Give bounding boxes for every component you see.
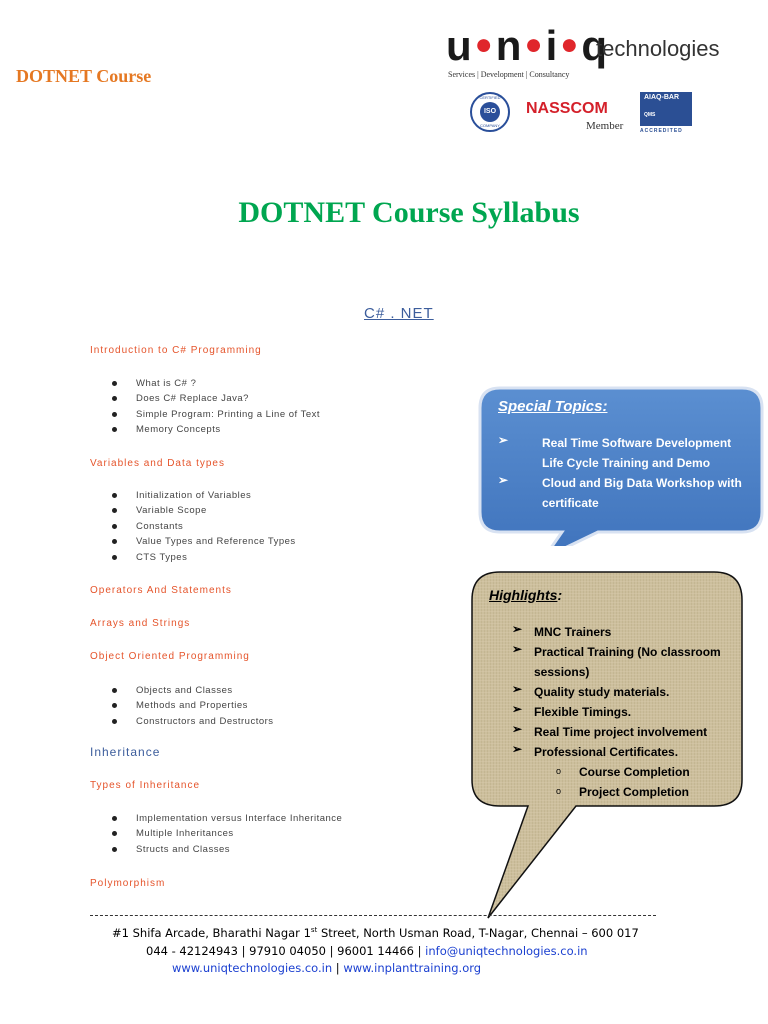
list-item: Does C# Replace Java? <box>112 391 320 406</box>
arrow-bullet-icon: ➢ <box>498 433 509 447</box>
list-item: CTS Types <box>112 550 296 565</box>
arrow-bullet-icon: ➢ <box>498 473 509 487</box>
page-title: DOTNET Course Syllabus <box>238 196 580 229</box>
section-heading-intro: Introduction to C# Programming <box>90 345 262 356</box>
list-item: Value Types and Reference Types <box>112 534 296 549</box>
arrow-bullet-icon: ➢ <box>512 702 523 716</box>
section-heading-polymorphism: Polymorphism <box>90 878 166 889</box>
logo-tagline: Services | Development | Consultancy <box>448 70 570 79</box>
arrow-bullet-icon: ➢ <box>512 682 523 696</box>
list-item: Implementation versus Interface Inheritance <box>112 811 342 826</box>
circle-bullet-icon: o <box>556 786 562 796</box>
list-variables <box>112 488 296 565</box>
footer-address: #1 Shifa Arcade, Bharathi Nagar 1st Street, North Usman Road, T-Nagar, Chennai – 600 017 <box>112 926 639 940</box>
list-item: Objects and Classes <box>112 683 274 698</box>
nasscom-member-label: Member <box>586 120 624 132</box>
list-item: Variable Scope <box>112 503 296 518</box>
list-item: Constructors and Destructors <box>112 714 274 729</box>
header-course-title: DOTNET Course <box>16 66 152 86</box>
footer-website2-link[interactable]: www.inplanttraining.org <box>343 961 482 975</box>
list-item: Initialization of Variables <box>112 488 296 503</box>
section-heading-types-inheritance: Types of Inheritance <box>90 780 201 791</box>
list-item: Simple Program: Printing a Line of Text <box>112 407 320 422</box>
footer-email-link[interactable]: info@uniqtechnologies.co.in <box>425 944 588 958</box>
footer-website-link[interactable]: www.uniqtechnologies.co.in <box>172 961 333 975</box>
list-oop <box>112 683 274 729</box>
logo-uniq-wordmark: u●n●i●q <box>446 22 609 69</box>
arrow-bullet-icon: ➢ <box>512 742 523 756</box>
circle-bullet-icon: o <box>556 766 562 776</box>
footer-divider <box>90 915 656 916</box>
footer-contacts: 044 - 42124943 | 97910 04050 | 96001 14466 | info@uniqtechnologies.co.in <box>146 944 588 958</box>
nasscom-logo: NASSCOM <box>526 100 608 117</box>
company-logo <box>446 16 736 146</box>
section-heading-inheritance: Inheritance <box>90 745 161 759</box>
arrow-bullet-icon: ➢ <box>512 622 523 636</box>
footer-websites: www.uniqtechnologies.co.in | www.inplanttraining.org <box>172 961 482 975</box>
iso-certified-icon: CERTIFIED ISO COMPANY <box>470 92 510 132</box>
list-types-inheritance <box>112 811 342 857</box>
logo-technologies-text: technologies <box>596 36 720 61</box>
special-topics-heading: Special Topics: <box>498 398 608 415</box>
list-item: Memory Concepts <box>112 422 320 437</box>
list-item: Methods and Properties <box>112 698 274 713</box>
section-heading-operators: Operators And Statements <box>90 585 232 596</box>
list-item: Multiple Inheritances <box>112 826 342 841</box>
arrow-bullet-icon: ➢ <box>512 722 523 736</box>
section-heading-variables: Variables and Data types <box>90 458 225 469</box>
arrow-bullet-icon: ➢ <box>512 642 523 656</box>
list-intro <box>112 376 320 438</box>
list-item: Constants <box>112 519 296 534</box>
section-heading-oop: Object Oriented Programming <box>90 651 250 662</box>
list-item: Structs and Classes <box>112 842 342 857</box>
section-heading-arrays: Arrays and Strings <box>90 618 191 629</box>
list-item: What is C# ? <box>112 376 320 391</box>
subtitle-csharp-net: C# . NET <box>364 305 434 322</box>
accredited-badge-icon: AIAQ-BAR QMS ACCREDITED <box>640 92 692 136</box>
highlights-heading: Highlights: <box>489 587 563 603</box>
